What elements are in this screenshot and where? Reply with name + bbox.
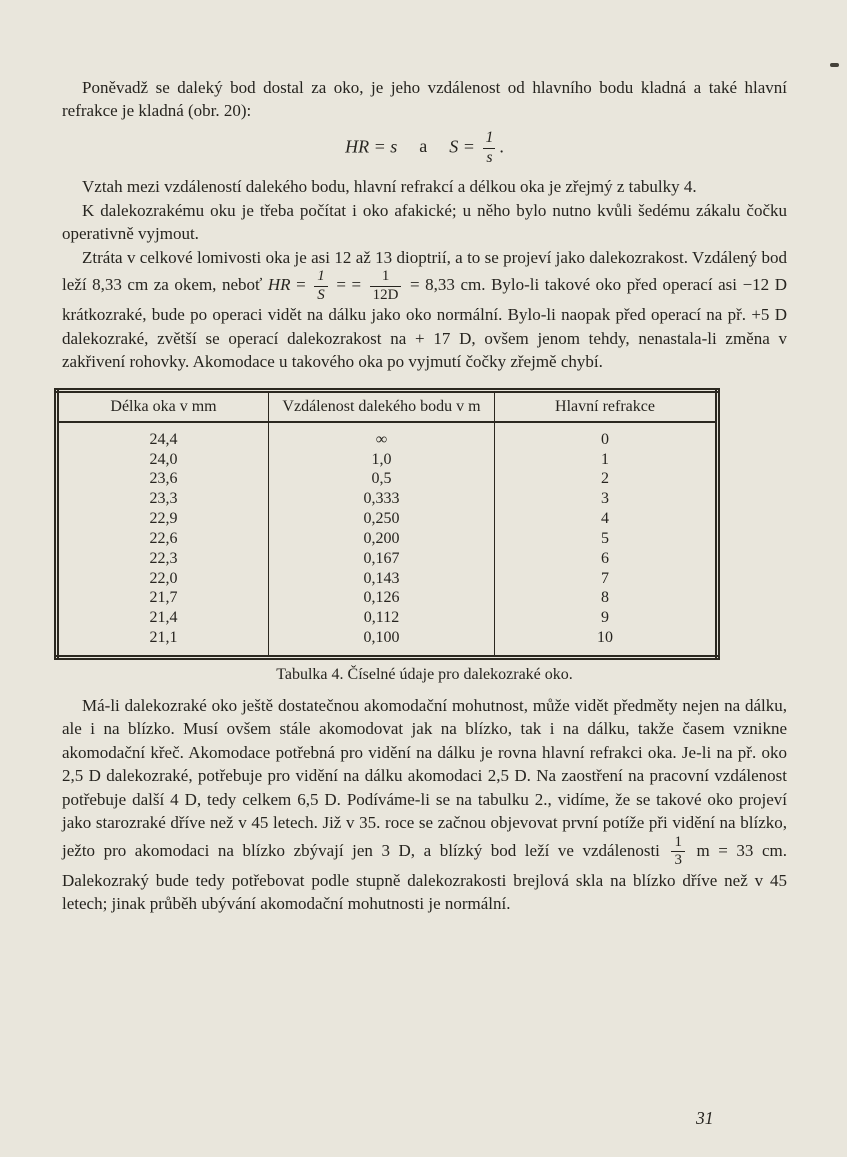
table-cell: 0,200 — [269, 529, 495, 549]
table-dalekozrake-oko — [54, 388, 720, 660]
paragraph-mali — [62, 694, 787, 916]
table-row — [57, 450, 718, 470]
formula-hr-equation — [62, 130, 787, 166]
fraction-one-over-s: $\frac{1}{s}$ — [482, 130, 496, 166]
table-header-row — [57, 390, 718, 422]
table-cell: 21,4 — [57, 608, 269, 628]
table-cell: 3 — [601, 490, 609, 508]
table-cell: 0,167 — [269, 549, 495, 569]
table-cell: 22,9 — [57, 509, 269, 529]
fraction-one-over-12D: $\frac{1}{12D}$ — [370, 269, 402, 303]
table-body — [57, 422, 718, 658]
formula-period: . — [499, 136, 504, 157]
table-cell: 21,7 — [57, 588, 269, 608]
formula-rhs-prefix: S = — [449, 136, 475, 157]
table-cell: 0,143 — [269, 569, 495, 589]
paragraph-mali-text-b: m = 33 cm. Dalekozraký bude tedy potřebovat podle stupně dalekozrakosti brejlová skla na blízko dříve než v 45 letech; jinak průběh ubývání akomodační mohutnosti je normální. — [62, 840, 787, 914]
column-header-hlavni-refrakce: Hlavní refrakce — [495, 390, 718, 422]
table-cell: 1 — [601, 450, 609, 468]
formula-lhs: HR = s — [345, 136, 398, 157]
table-cell: 0,333 — [269, 489, 495, 509]
table-cell: 1,0 — [269, 450, 495, 470]
table-cell: 7 — [601, 569, 609, 587]
table-row — [57, 628, 718, 657]
table-cell: 2 — [601, 470, 609, 488]
table-cell: 9 — [601, 609, 609, 627]
table-cell: 24,0 — [57, 450, 269, 470]
column-header-delka-oka: Délka oka v mm — [57, 390, 269, 422]
scan-artifact-mark — [830, 63, 839, 67]
table-cell: 23,3 — [57, 489, 269, 509]
table-cell: 21,1 — [57, 628, 269, 657]
table-cell: 6 — [601, 549, 609, 567]
table-cell: 4 — [601, 510, 609, 528]
fraction-one-over-S: $\frac{1}{S}$ — [314, 269, 327, 303]
table-row — [57, 588, 718, 608]
table-cell: 23,6 — [57, 469, 269, 489]
paragraph-ztrata-text-a: Ztráta v celkové lomivosti oka je asi 12 až 13 dioptrií, a to se projeví jako dalekozrakost. Vzdálený bod leží 8,33 cm za okem, neboť — [62, 247, 787, 295]
equals-signs: = = — [330, 275, 367, 295]
table-cell: 22,0 — [57, 569, 269, 589]
table-cell: 22,6 — [57, 529, 269, 549]
table-cell: 5 — [601, 529, 609, 547]
table-cell: ∞ — [269, 422, 495, 450]
table-cell: 8 — [601, 589, 609, 607]
paragraph-vztah: Vztah mezi vzdáleností dalekého bodu, hlavní refrakcí a délkou oka je zřejmý z tabulky 4. — [82, 177, 697, 197]
table-row — [57, 569, 718, 589]
table-cell: 0 — [601, 430, 609, 448]
var-hr: HR — [267, 275, 291, 295]
paragraph-ztrata — [62, 246, 787, 374]
table-cell: 0,112 — [269, 608, 495, 628]
table-row — [57, 529, 718, 549]
table-cell: 24,4 — [57, 422, 269, 450]
paragraph-ztrata-text-b: = 8,33 cm. Bylo-li takové oko před operací asi −12 D krátkozraké, bude po operaci vidět na dálku jako oko normální. Bylo-li naopak před operací na př. +5 D dalekozraké, zvětší se operací dalekozrakost na + 17 D, ovšem jenom tehdy, nenastala-li změna v zakřivení rohovky. Akomodace u takového oka po vyjmutí čočky zřejmě chybí. — [62, 275, 787, 372]
page-number: 31 — [696, 1108, 714, 1128]
formula-conjunction: a — [419, 136, 428, 157]
table-cell: 10 — [597, 628, 613, 646]
fraction-one-third: $\frac{1}{3}$ — [671, 835, 684, 869]
paragraph-mali-text-a: Má-li dalekozraké oko ještě dostatečnou akomodační mohutnost, může vidět předměty nejen na dálku, ale i na blízko. Musí ovšem stále akomodovat jak na blízko, tak i na dálku, takže časem vznikne akomodační křeč. Akomodace potřebná pro vidění na dálku je rovna hlavní refrakci oka. Je-li na př. oko 2,5 D dalekozraké, potřebuje pro vidění na dálku akomodaci 2,5 D. Na zaostření na pracovní vzdálenost potřebuje další 4 D, tedy celkem 6,5 D. Podíváme-li se na tabulku 2., vidíme, že se takové oko projeví jako starozraké dříve než v 45 letech. Již v 35. roce se začnou objevovat první potíže při vidění na blízko, ježto pro akomodaci na blízko zbývají jen 3 D, a blízký bod leží ve vzdálenosti — [62, 695, 787, 860]
table-row — [57, 422, 718, 450]
table-cell: 0,100 — [269, 628, 495, 657]
table-cell: 0,126 — [269, 588, 495, 608]
table-cell: 22,3 — [57, 549, 269, 569]
table-caption: Tabulka 4. Číselné údaje pro dalekozraké oko. — [276, 665, 573, 683]
table-row — [57, 469, 718, 489]
equals-sign: = — [290, 275, 312, 295]
table-cell: 0,250 — [269, 509, 495, 529]
table-row — [57, 489, 718, 509]
paragraph-afakicke: K dalekozrakému oku je třeba počítat i oko afakické; u něho bylo nutno kvůli šedému zákalu čočku operativně vyjmout. — [62, 200, 787, 244]
table-row — [57, 608, 718, 628]
table-row — [57, 549, 718, 569]
table-cell: 0,5 — [269, 469, 495, 489]
paragraph-intro: Poněvadž se daleký bod dostal za oko, je jeho vzdálenost od hlavního bodu kladná a také hlavní refrakce je kladná (obr. 20): — [62, 78, 787, 121]
table-row — [57, 509, 718, 529]
column-header-vzdalenost: Vzdálenost dalekého bodu v m — [269, 390, 495, 422]
